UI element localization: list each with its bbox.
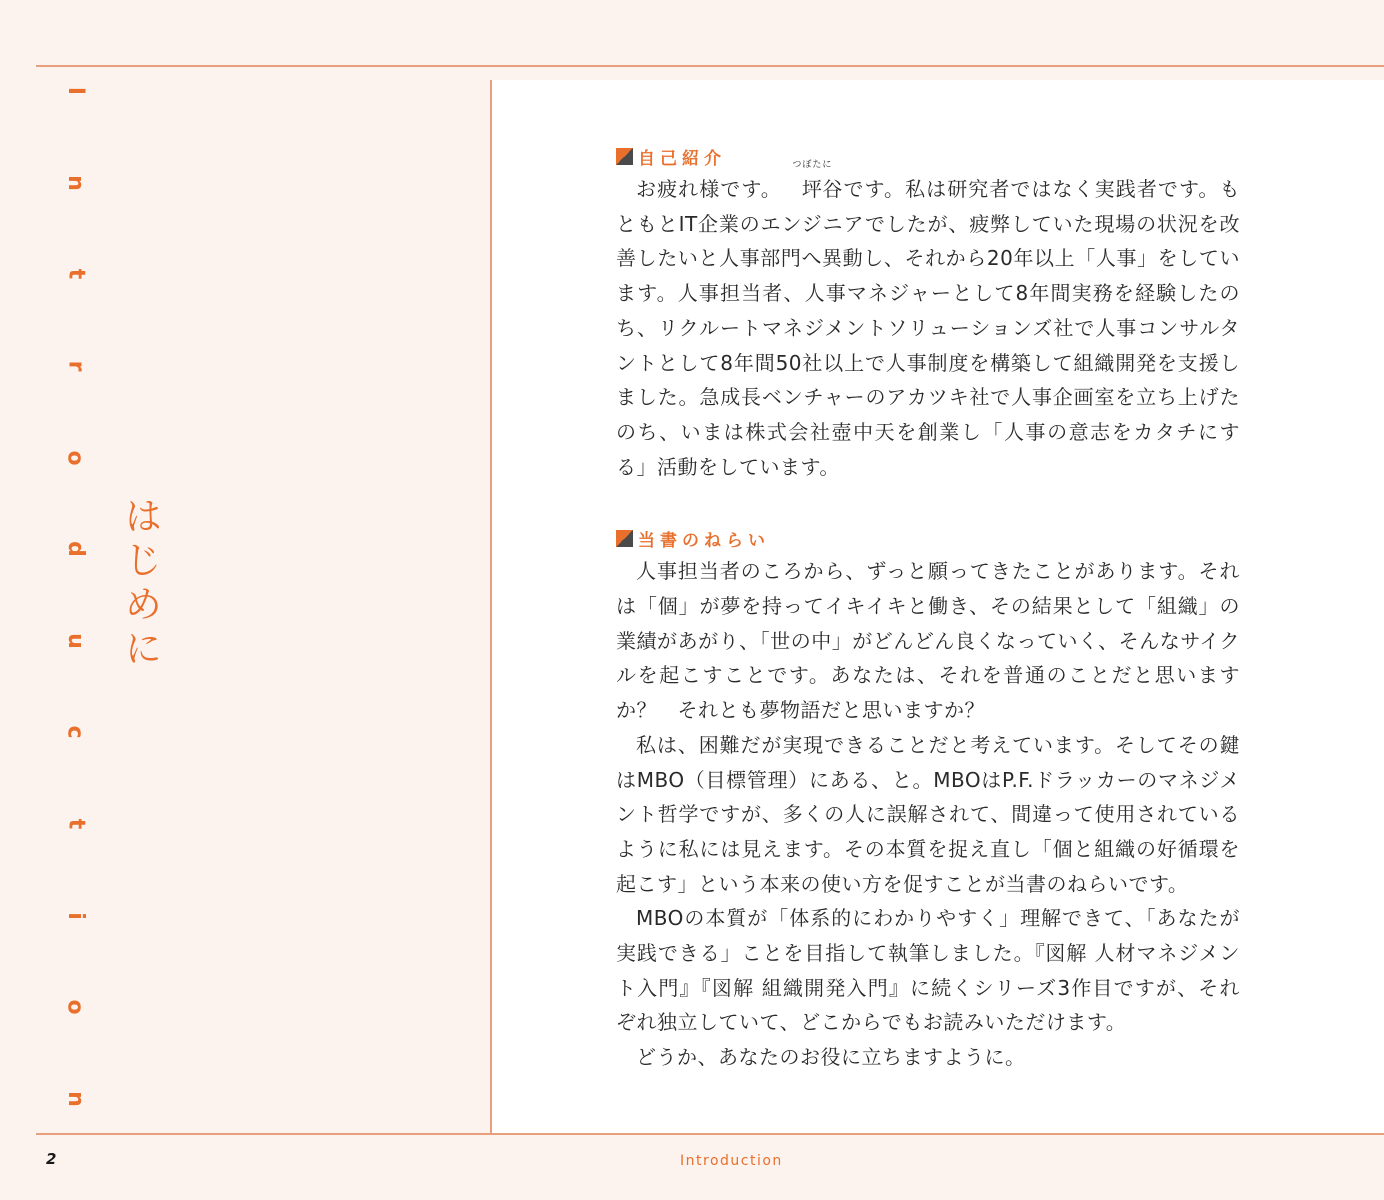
heading-square-icon — [616, 148, 633, 165]
side-letter: n — [62, 174, 88, 191]
side-letter: o — [63, 449, 88, 466]
side-letter: o — [63, 999, 88, 1015]
side-letter: t — [63, 818, 88, 830]
ruby-reading: つぼたに — [792, 160, 833, 170]
side-letter: i — [62, 911, 88, 920]
heading-text: 当書のねらい — [638, 530, 770, 551]
page-number: 2 — [46, 1150, 57, 1168]
footer-label: Introduction — [680, 1153, 783, 1169]
paragraph: どうか、あなたのお役に立ちますように。 — [636, 1045, 1026, 1070]
side-letter: d — [63, 541, 88, 557]
section-gap — [616, 484, 1240, 522]
section-title: はじめに — [118, 496, 162, 672]
side-letter: u — [62, 632, 88, 649]
paragraph: 人事担当者のころから、ずっと願ってきたことがあります。それは「個」が夢を持ってイキイキと働き、その結果として「組織」の業績があがり、「世の中」がどんどん良くなっていく、そんなサイクルを起こすことです。あなたは、それを普通のことだと思いますか？ それとも夢物語だと思いますか？ — [616, 559, 1240, 723]
main-content — [616, 140, 1240, 1075]
top-rule — [36, 65, 1384, 67]
vertical-side-label — [60, 80, 90, 1110]
bottom-rule — [36, 1133, 1384, 1135]
side-letter: t — [63, 268, 88, 280]
heading-self-introduction — [616, 140, 1240, 172]
side-letter: r — [62, 360, 88, 372]
side-letter: n — [62, 1091, 88, 1107]
heading-text: 自己紹介 — [638, 148, 726, 169]
side-letter: c — [62, 725, 88, 739]
paragraph-text: お疲れ様です。 — [636, 177, 782, 201]
ruby-base: 坪谷 — [801, 177, 843, 201]
paragraph: MBOの本質が「体系的にわかりやすく」理解できて、「あなたが実践できる」ことを目指して執筆しました。『図解 人材マネジメント入門』『図解 組織開発入門』に続くシリーズ3作目ですが、それぞれ独立していて、どこからでもお読みいただけます。 — [616, 906, 1240, 1035]
paragraph — [616, 160, 1240, 484]
heading-square-icon — [616, 530, 633, 547]
heading-book-aim — [616, 522, 1240, 554]
ruby-name — [782, 160, 843, 207]
paragraph: 私は、困難だが実現できることだと考えています。そしてその鍵はMBO（目標管理）にある、と。MBOはP.F.ドラッカーのマネジメント哲学ですが、多くの人に誤解されて、間違って使用されているように私には見えます。その本質を捉え直し「個と組織の好循環を起こす」という本来の使い方を促すことが当書のねらいです。 — [616, 732, 1240, 896]
paragraph-text: です。私は研究者ではなく実践者です。もともとIT企業のエンジニアでしたが、疲弊していた現場の状況を改善したいと人事部門へ異動し、それから20年以上「人事」をしています。人事担当者、人事マネジャーとして8年間実務を経験したのち、リクルートマネジメントソリューションズ社で人事コンサルタントとして8年間50社以上で人事制度を構築して組織開発を支援しました。急成長ベンチャーのアカツキ社で人事企画室を立ち上げたのち、いまは株式会社壺中天を創業し「人事の意志をカタチにする」活動をしています。 — [616, 177, 1240, 479]
side-letter: I — [63, 86, 88, 96]
